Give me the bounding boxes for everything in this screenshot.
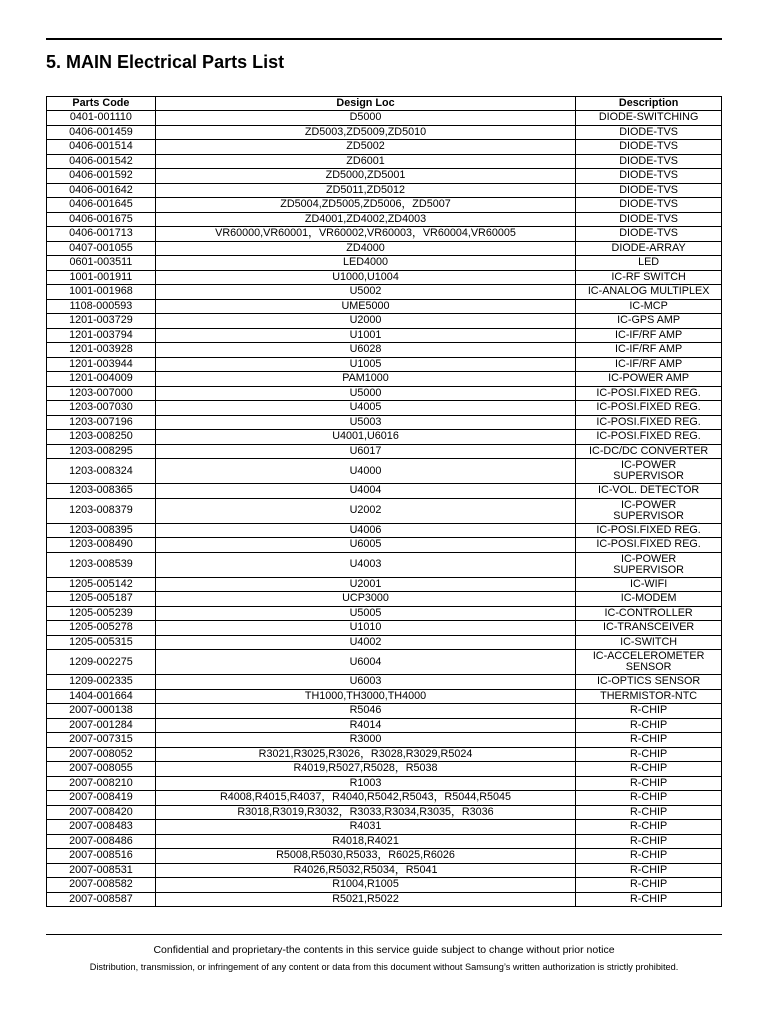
table-row bbox=[47, 459, 722, 484]
cell-design-loc: ZD5004,ZD5005,ZD5006，ZD5007 bbox=[155, 198, 575, 213]
cell-parts-code: 1201-003944 bbox=[47, 357, 156, 372]
cell-design-loc: D5000 bbox=[155, 111, 575, 126]
cell-parts-code: 0406-001642 bbox=[47, 183, 156, 198]
table-row bbox=[47, 776, 722, 791]
table-row bbox=[47, 805, 722, 820]
cell-design-loc: VR60000,VR60001，VR60002,VR60003，VR60004,VR60005 bbox=[155, 227, 575, 242]
table-row bbox=[47, 523, 722, 538]
cell-parts-code: 1404-001664 bbox=[47, 689, 156, 704]
cell-description: IC-POSI.FIXED REG. bbox=[576, 523, 722, 538]
cell-design-loc: U6005 bbox=[155, 538, 575, 553]
cell-description: IC-POWER AMP bbox=[576, 372, 722, 387]
cell-description: IC-MODEM bbox=[576, 592, 722, 607]
table-row bbox=[47, 863, 722, 878]
cell-description: IC-POSI.FIXED REG. bbox=[576, 430, 722, 445]
cell-parts-code: 2007-001284 bbox=[47, 718, 156, 733]
cell-description: IC-POWER SUPERVISOR bbox=[576, 552, 722, 577]
table-row bbox=[47, 154, 722, 169]
cell-description: DIODE-SWITCHING bbox=[576, 111, 722, 126]
cell-parts-code: 0406-001514 bbox=[47, 140, 156, 155]
cell-description: DIODE-TVS bbox=[576, 154, 722, 169]
cell-description: R-CHIP bbox=[576, 849, 722, 864]
cell-description: IC-IF/RF AMP bbox=[576, 357, 722, 372]
cell-parts-code: 1203-007000 bbox=[47, 386, 156, 401]
cell-parts-code: 0601-003511 bbox=[47, 256, 156, 271]
cell-design-loc: U1001 bbox=[155, 328, 575, 343]
cell-parts-code: 0406-001645 bbox=[47, 198, 156, 213]
cell-description: IC-OPTICS SENSOR bbox=[576, 675, 722, 690]
cell-parts-code: 1205-005187 bbox=[47, 592, 156, 607]
cell-description: IC-DC/DC CONVERTER bbox=[576, 444, 722, 459]
footer-distribution-notice: Distribution, transmission, or infringement of any content or data from this document without Samsung’s written authorization is strictly prohibited. bbox=[89, 962, 679, 972]
cell-description: IC-POWER SUPERVISOR bbox=[576, 498, 722, 523]
cell-description: IC-RF SWITCH bbox=[576, 270, 722, 285]
table-row bbox=[47, 878, 722, 893]
cell-parts-code: 2007-008420 bbox=[47, 805, 156, 820]
parts-table-body bbox=[47, 111, 722, 907]
cell-parts-code: 1203-008365 bbox=[47, 484, 156, 499]
cell-design-loc: U6004 bbox=[155, 650, 575, 675]
cell-design-loc: R1004,R1005 bbox=[155, 878, 575, 893]
cell-design-loc: U4005 bbox=[155, 401, 575, 416]
cell-parts-code: 1203-008379 bbox=[47, 498, 156, 523]
cell-parts-code: 1205-005278 bbox=[47, 621, 156, 636]
table-row bbox=[47, 718, 722, 733]
cell-design-loc: U1005 bbox=[155, 357, 575, 372]
cell-description: DIODE-TVS bbox=[576, 198, 722, 213]
cell-description: R-CHIP bbox=[576, 878, 722, 893]
cell-description: DIODE-TVS bbox=[576, 183, 722, 198]
cell-design-loc: U6028 bbox=[155, 343, 575, 358]
cell-description: LED bbox=[576, 256, 722, 271]
table-row bbox=[47, 704, 722, 719]
cell-parts-code: 2007-007315 bbox=[47, 733, 156, 748]
cell-parts-code: 1209-002335 bbox=[47, 675, 156, 690]
cell-parts-code: 2007-008419 bbox=[47, 791, 156, 806]
cell-description: IC-TRANSCEIVER bbox=[576, 621, 722, 636]
cell-parts-code: 1205-005239 bbox=[47, 606, 156, 621]
table-row bbox=[47, 498, 722, 523]
cell-design-loc: R4031 bbox=[155, 820, 575, 835]
footer-confidential-notice: Confidential and proprietary-the contents in this service guide subject to change without prior notice bbox=[153, 944, 615, 956]
table-row bbox=[47, 357, 722, 372]
cell-description: R-CHIP bbox=[576, 892, 722, 907]
cell-parts-code: 1203-008324 bbox=[47, 459, 156, 484]
bottom-rule bbox=[46, 934, 722, 935]
table-header-row bbox=[47, 97, 722, 111]
cell-parts-code: 0406-001542 bbox=[47, 154, 156, 169]
cell-description: IC-VOL. DETECTOR bbox=[576, 484, 722, 499]
cell-design-loc: U1010 bbox=[155, 621, 575, 636]
header-description: Description bbox=[576, 97, 722, 111]
cell-description: DIODE-TVS bbox=[576, 125, 722, 140]
cell-parts-code: 1203-008295 bbox=[47, 444, 156, 459]
cell-parts-code: 2007-008483 bbox=[47, 820, 156, 835]
cell-description: IC-ACCELEROMETER SENSOR bbox=[576, 650, 722, 675]
table-row bbox=[47, 606, 722, 621]
cell-description: DIODE-ARRAY bbox=[576, 241, 722, 256]
cell-description: R-CHIP bbox=[576, 762, 722, 777]
cell-design-loc: ZD4000 bbox=[155, 241, 575, 256]
cell-parts-code: 1001-001968 bbox=[47, 285, 156, 300]
cell-design-loc: ZD6001 bbox=[155, 154, 575, 169]
table-row bbox=[47, 650, 722, 675]
cell-parts-code: 1201-004009 bbox=[47, 372, 156, 387]
cell-parts-code: 1203-008250 bbox=[47, 430, 156, 445]
table-row bbox=[47, 689, 722, 704]
cell-design-loc: R4026,R5032,R5034，R5041 bbox=[155, 863, 575, 878]
cell-description: IC-POSI.FIXED REG. bbox=[576, 386, 722, 401]
table-row bbox=[47, 299, 722, 314]
cell-description: R-CHIP bbox=[576, 820, 722, 835]
header-design-loc: Design Loc bbox=[155, 97, 575, 111]
table-row bbox=[47, 343, 722, 358]
table-row bbox=[47, 552, 722, 577]
table-row bbox=[47, 444, 722, 459]
top-rule bbox=[46, 38, 722, 40]
cell-design-loc: PAM1000 bbox=[155, 372, 575, 387]
parts-table bbox=[46, 96, 722, 907]
cell-design-loc: U4003 bbox=[155, 552, 575, 577]
table-row bbox=[47, 592, 722, 607]
table-row bbox=[47, 401, 722, 416]
cell-description: IC-GPS AMP bbox=[576, 314, 722, 329]
cell-design-loc: R4014 bbox=[155, 718, 575, 733]
cell-design-loc: ZD5011,ZD5012 bbox=[155, 183, 575, 198]
cell-design-loc: LED4000 bbox=[155, 256, 575, 271]
cell-parts-code: 1108-000593 bbox=[47, 299, 156, 314]
table-row bbox=[47, 747, 722, 762]
cell-description: DIODE-TVS bbox=[576, 140, 722, 155]
cell-description: R-CHIP bbox=[576, 834, 722, 849]
table-row bbox=[47, 285, 722, 300]
cell-parts-code: 1203-007196 bbox=[47, 415, 156, 430]
cell-design-loc: ZD5002 bbox=[155, 140, 575, 155]
cell-description: DIODE-TVS bbox=[576, 212, 722, 227]
cell-description: IC-IF/RF AMP bbox=[576, 328, 722, 343]
table-row bbox=[47, 386, 722, 401]
cell-parts-code: 1203-008539 bbox=[47, 552, 156, 577]
cell-design-loc: U5002 bbox=[155, 285, 575, 300]
cell-design-loc: R5008,R5030,R5033，R6025,R6026 bbox=[155, 849, 575, 864]
cell-parts-code: 0406-001713 bbox=[47, 227, 156, 242]
cell-description: IC-WIFI bbox=[576, 577, 722, 592]
cell-description: IC-IF/RF AMP bbox=[576, 343, 722, 358]
table-row bbox=[47, 484, 722, 499]
cell-design-loc: R4019,R5027,R5028，R5038 bbox=[155, 762, 575, 777]
cell-parts-code: 1201-003729 bbox=[47, 314, 156, 329]
table-row bbox=[47, 834, 722, 849]
table-row bbox=[47, 538, 722, 553]
table-row bbox=[47, 892, 722, 907]
table-row bbox=[47, 733, 722, 748]
table-row bbox=[47, 111, 722, 126]
cell-parts-code: 1201-003794 bbox=[47, 328, 156, 343]
table-row bbox=[47, 169, 722, 184]
table-row bbox=[47, 140, 722, 155]
cell-parts-code: 2007-008486 bbox=[47, 834, 156, 849]
cell-design-loc: U4001,U6016 bbox=[155, 430, 575, 445]
cell-design-loc: U2000 bbox=[155, 314, 575, 329]
cell-parts-code: 1203-008395 bbox=[47, 523, 156, 538]
cell-description: R-CHIP bbox=[576, 863, 722, 878]
table-row bbox=[47, 430, 722, 445]
cell-design-loc: R3000 bbox=[155, 733, 575, 748]
cell-description: R-CHIP bbox=[576, 776, 722, 791]
cell-parts-code: 1201-003928 bbox=[47, 343, 156, 358]
table-row bbox=[47, 675, 722, 690]
cell-parts-code: 2007-008052 bbox=[47, 747, 156, 762]
cell-description: IC-ANALOG MULTIPLEX bbox=[576, 285, 722, 300]
table-row bbox=[47, 125, 722, 140]
cell-design-loc: UCP3000 bbox=[155, 592, 575, 607]
cell-parts-code: 0406-001592 bbox=[47, 169, 156, 184]
cell-description: IC-MCP bbox=[576, 299, 722, 314]
cell-design-loc: U4006 bbox=[155, 523, 575, 538]
table-row bbox=[47, 849, 722, 864]
cell-design-loc: TH1000,TH3000,TH4000 bbox=[155, 689, 575, 704]
table-row bbox=[47, 820, 722, 835]
cell-design-loc: ZD4001,ZD4002,ZD4003 bbox=[155, 212, 575, 227]
cell-design-loc: R5021,R5022 bbox=[155, 892, 575, 907]
cell-parts-code: 0407-001055 bbox=[47, 241, 156, 256]
table-row bbox=[47, 621, 722, 636]
cell-parts-code: 0406-001459 bbox=[47, 125, 156, 140]
table-row bbox=[47, 577, 722, 592]
cell-parts-code: 1209-002275 bbox=[47, 650, 156, 675]
cell-description: IC-SWITCH bbox=[576, 635, 722, 650]
cell-design-loc: U5005 bbox=[155, 606, 575, 621]
cell-parts-code: 1001-001911 bbox=[47, 270, 156, 285]
cell-design-loc: R3018,R3019,R3032，R3033,R3034,R3035，R3036 bbox=[155, 805, 575, 820]
table-row bbox=[47, 270, 722, 285]
table-row bbox=[47, 635, 722, 650]
cell-design-loc: U6003 bbox=[155, 675, 575, 690]
cell-design-loc: U4002 bbox=[155, 635, 575, 650]
cell-description: DIODE-TVS bbox=[576, 227, 722, 242]
table-row bbox=[47, 241, 722, 256]
cell-design-loc: R4018,R4021 bbox=[155, 834, 575, 849]
table-row bbox=[47, 791, 722, 806]
cell-parts-code: 0406-001675 bbox=[47, 212, 156, 227]
cell-design-loc: U2001 bbox=[155, 577, 575, 592]
cell-parts-code: 1203-007030 bbox=[47, 401, 156, 416]
cell-design-loc: R4008,R4015,R4037，R4040,R5042,R5043，R5044,R5045 bbox=[155, 791, 575, 806]
table-row bbox=[47, 183, 722, 198]
cell-design-loc: U5000 bbox=[155, 386, 575, 401]
cell-parts-code: 2007-008582 bbox=[47, 878, 156, 893]
cell-description: R-CHIP bbox=[576, 791, 722, 806]
cell-description: R-CHIP bbox=[576, 747, 722, 762]
cell-parts-code: 2007-008516 bbox=[47, 849, 156, 864]
cell-design-loc: R1003 bbox=[155, 776, 575, 791]
cell-description: IC-POSI.FIXED REG. bbox=[576, 401, 722, 416]
cell-parts-code: 2007-008531 bbox=[47, 863, 156, 878]
cell-parts-code: 2007-008210 bbox=[47, 776, 156, 791]
table-row bbox=[47, 372, 722, 387]
page-title: 5. MAIN Electrical Parts List bbox=[46, 52, 285, 72]
cell-description: IC-CONTROLLER bbox=[576, 606, 722, 621]
cell-parts-code: 1203-008490 bbox=[47, 538, 156, 553]
cell-design-loc: U5003 bbox=[155, 415, 575, 430]
cell-description: THERMISTOR-NTC bbox=[576, 689, 722, 704]
cell-design-loc: U1000,U1004 bbox=[155, 270, 575, 285]
cell-design-loc: UME5000 bbox=[155, 299, 575, 314]
table-row bbox=[47, 227, 722, 242]
cell-design-loc: ZD5003,ZD5009,ZD5010 bbox=[155, 125, 575, 140]
cell-design-loc: U4000 bbox=[155, 459, 575, 484]
cell-parts-code: 2007-008587 bbox=[47, 892, 156, 907]
cell-description: IC-POSI.FIXED REG. bbox=[576, 538, 722, 553]
cell-description: R-CHIP bbox=[576, 718, 722, 733]
cell-parts-code: 1205-005315 bbox=[47, 635, 156, 650]
cell-description: R-CHIP bbox=[576, 805, 722, 820]
cell-design-loc: R3021,R3025,R3026，R3028,R3029,R5024 bbox=[155, 747, 575, 762]
cell-description: R-CHIP bbox=[576, 704, 722, 719]
table-row bbox=[47, 328, 722, 343]
cell-parts-code: 2007-000138 bbox=[47, 704, 156, 719]
table-row bbox=[47, 198, 722, 213]
cell-parts-code: 2007-008055 bbox=[47, 762, 156, 777]
cell-design-loc: U4004 bbox=[155, 484, 575, 499]
cell-description: IC-POSI.FIXED REG. bbox=[576, 415, 722, 430]
header-parts-code: Parts Code bbox=[47, 97, 156, 111]
cell-description: DIODE-TVS bbox=[576, 169, 722, 184]
table-row bbox=[47, 762, 722, 777]
cell-description: IC-POWER SUPERVISOR bbox=[576, 459, 722, 484]
cell-design-loc: U2002 bbox=[155, 498, 575, 523]
table-row bbox=[47, 212, 722, 227]
cell-description: R-CHIP bbox=[576, 733, 722, 748]
table-row bbox=[47, 415, 722, 430]
table-row bbox=[47, 256, 722, 271]
table-row bbox=[47, 314, 722, 329]
cell-parts-code: 0401-001110 bbox=[47, 111, 156, 126]
cell-design-loc: ZD5000,ZD5001 bbox=[155, 169, 575, 184]
cell-design-loc: U6017 bbox=[155, 444, 575, 459]
cell-parts-code: 1205-005142 bbox=[47, 577, 156, 592]
cell-design-loc: R5046 bbox=[155, 704, 575, 719]
